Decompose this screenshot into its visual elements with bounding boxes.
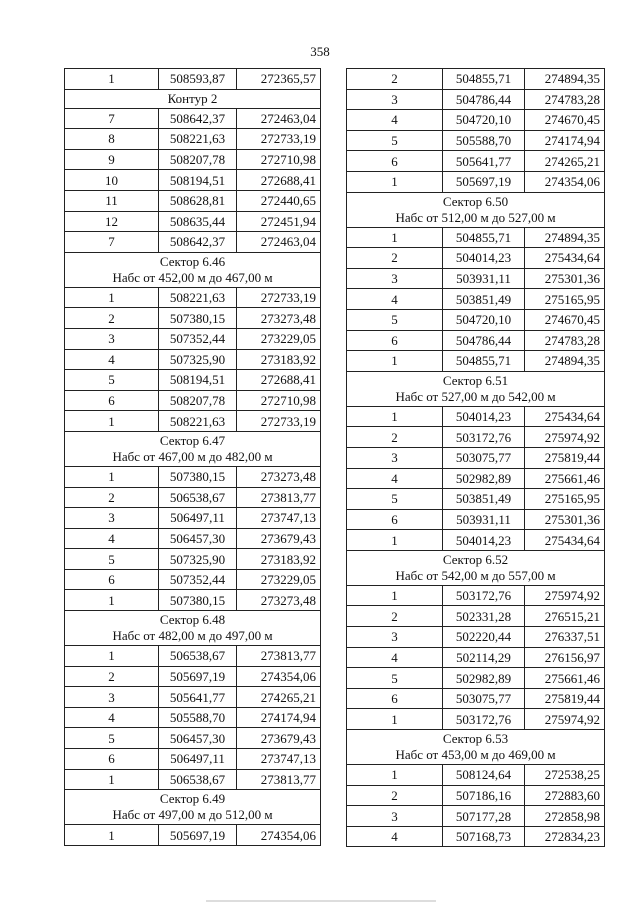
y-coordinate-cell: 273747,13	[237, 508, 321, 529]
y-coordinate-cell: 273813,77	[237, 487, 321, 508]
y-coordinate-cell: 272688,41	[237, 170, 321, 191]
table-row	[65, 528, 321, 549]
point-number-cell: 5	[65, 728, 159, 749]
point-number-cell: 1	[347, 530, 443, 551]
point-number-cell: 4	[347, 110, 443, 131]
table-row	[347, 468, 605, 489]
section-height-range: Набс от 467,00 м до 482,00 м	[112, 448, 273, 464]
x-coordinate-cell: 504014,23	[443, 406, 525, 427]
x-coordinate-cell: 503172,76	[443, 585, 525, 606]
y-coordinate-cell: 272463,04	[237, 232, 321, 253]
y-coordinate-cell: 274894,35	[525, 227, 605, 248]
y-coordinate-cell: 275661,46	[525, 668, 605, 689]
y-coordinate-cell: 273183,92	[237, 349, 321, 370]
y-coordinate-cell: 274354,06	[237, 825, 321, 846]
point-number-cell: 1	[347, 765, 443, 786]
table-row	[347, 289, 605, 310]
point-number-cell: 3	[347, 268, 443, 289]
table-row	[347, 227, 605, 248]
y-coordinate-cell: 274174,94	[525, 130, 605, 151]
point-number-cell: 2	[347, 785, 443, 806]
table-row	[65, 370, 321, 391]
table-row	[65, 569, 321, 590]
section-title: Сектор 6.47	[159, 432, 226, 448]
x-coordinate-cell: 503931,11	[443, 268, 525, 289]
point-number-cell: 4	[65, 707, 159, 728]
section-height-range: Набс от 542,00 м до 557,00 м	[395, 567, 556, 583]
point-number-cell: 5	[347, 489, 443, 510]
section-header-row	[65, 89, 321, 108]
section-title: Контур 2	[167, 90, 218, 106]
y-coordinate-cell: 274354,06	[525, 171, 605, 192]
x-coordinate-cell: 505697,19	[159, 666, 237, 687]
table-row	[347, 69, 605, 90]
x-coordinate-cell: 504786,44	[443, 89, 525, 110]
table-row	[65, 129, 321, 150]
section-header-row	[65, 790, 321, 825]
point-number-cell: 1	[347, 709, 443, 730]
x-coordinate-cell: 504855,71	[443, 227, 525, 248]
point-number-cell: 2	[65, 666, 159, 687]
section-header-row	[65, 252, 321, 287]
y-coordinate-cell: 274354,06	[237, 666, 321, 687]
section-title: Сектор 6.52	[442, 551, 509, 567]
x-coordinate-cell: 504786,44	[443, 330, 525, 351]
y-coordinate-cell: 272365,57	[237, 69, 321, 90]
point-number-cell: 1	[347, 227, 443, 248]
table-row	[347, 585, 605, 606]
section-height-range: Набс от 482,00 м до 497,00 м	[112, 628, 273, 644]
y-coordinate-cell: 275434,64	[525, 248, 605, 269]
x-coordinate-cell: 502114,29	[443, 647, 525, 668]
y-coordinate-cell: 272733,19	[237, 411, 321, 432]
section-header-row	[347, 371, 605, 406]
point-number-cell: 1	[65, 287, 159, 308]
x-coordinate-cell: 506457,30	[159, 528, 237, 549]
x-coordinate-cell: 503931,11	[443, 509, 525, 530]
point-number-cell: 3	[347, 447, 443, 468]
point-number-cell: 6	[65, 569, 159, 590]
point-number-cell: 2	[65, 308, 159, 329]
x-coordinate-cell: 504720,10	[443, 309, 525, 330]
point-number-cell: 5	[347, 668, 443, 689]
y-coordinate-cell: 272451,94	[237, 211, 321, 232]
table-row	[347, 785, 605, 806]
point-number-cell: 5	[65, 370, 159, 391]
point-number-cell: 3	[65, 687, 159, 708]
point-number-cell: 4	[347, 468, 443, 489]
point-number-cell: 4	[65, 528, 159, 549]
coordinates-table-right	[346, 68, 605, 847]
y-coordinate-cell: 272440,65	[237, 190, 321, 211]
table-row	[65, 590, 321, 611]
x-coordinate-cell: 505641,77	[159, 687, 237, 708]
table-row	[347, 509, 605, 530]
table-row	[347, 130, 605, 151]
y-coordinate-cell: 276515,21	[525, 606, 605, 627]
x-coordinate-cell: 503851,49	[443, 489, 525, 510]
point-number-cell: 3	[347, 806, 443, 827]
section-title: Сектор 6.46	[159, 253, 226, 269]
point-number-cell: 3	[65, 328, 159, 349]
y-coordinate-cell: 272733,19	[237, 287, 321, 308]
table-row	[65, 687, 321, 708]
x-coordinate-cell: 508207,78	[159, 149, 237, 170]
x-coordinate-cell: 504720,10	[443, 110, 525, 131]
table-row	[347, 151, 605, 172]
point-number-cell: 1	[65, 825, 159, 846]
x-coordinate-cell: 504014,23	[443, 248, 525, 269]
point-number-cell: 6	[65, 390, 159, 411]
point-number-cell: 6	[347, 330, 443, 351]
y-coordinate-cell: 273813,77	[237, 646, 321, 667]
table-row	[347, 110, 605, 131]
table-row	[347, 806, 605, 827]
x-coordinate-cell: 503075,77	[443, 688, 525, 709]
x-coordinate-cell: 508221,63	[159, 287, 237, 308]
y-coordinate-cell: 274174,94	[237, 707, 321, 728]
x-coordinate-cell: 507380,15	[159, 466, 237, 487]
table-row	[347, 171, 605, 192]
point-number-cell: 3	[347, 89, 443, 110]
table-row	[65, 707, 321, 728]
section-height-range: Набс от 452,00 м до 467,00 м	[112, 269, 273, 285]
y-coordinate-cell: 272710,98	[237, 149, 321, 170]
x-coordinate-cell: 506457,30	[159, 728, 237, 749]
x-coordinate-cell: 508593,87	[159, 69, 237, 90]
table-row	[65, 69, 321, 90]
table-row	[65, 749, 321, 770]
y-coordinate-cell: 275165,95	[525, 489, 605, 510]
point-number-cell: 2	[347, 606, 443, 627]
y-coordinate-cell: 272538,25	[525, 765, 605, 786]
y-coordinate-cell: 274783,28	[525, 89, 605, 110]
point-number-cell: 1	[347, 351, 443, 372]
table-row	[65, 190, 321, 211]
section-title: Сектор 6.48	[159, 612, 226, 628]
y-coordinate-cell: 273273,48	[237, 590, 321, 611]
y-coordinate-cell: 272883,60	[525, 785, 605, 806]
y-coordinate-cell: 275165,95	[525, 289, 605, 310]
table-row	[347, 765, 605, 786]
point-number-cell: 4	[347, 826, 443, 847]
scan-edge	[206, 900, 436, 902]
table-row	[347, 406, 605, 427]
section-title: Сектор 6.53	[442, 731, 509, 747]
x-coordinate-cell: 503075,77	[443, 447, 525, 468]
x-coordinate-cell: 507325,90	[159, 349, 237, 370]
point-number-cell: 6	[347, 688, 443, 709]
table-row	[65, 149, 321, 170]
right-column	[346, 68, 604, 847]
section-height-range: Набс от 512,00 м до 527,00 м	[395, 209, 556, 225]
y-coordinate-cell: 275974,92	[525, 709, 605, 730]
y-coordinate-cell: 273273,48	[237, 308, 321, 329]
table-row	[347, 627, 605, 648]
table-row	[347, 826, 605, 847]
point-number-cell: 6	[347, 151, 443, 172]
point-number-cell: 5	[347, 130, 443, 151]
table-row	[347, 447, 605, 468]
x-coordinate-cell: 505697,19	[159, 825, 237, 846]
table-row	[347, 688, 605, 709]
coordinates-table-left	[64, 68, 321, 846]
x-coordinate-cell: 506538,67	[159, 487, 237, 508]
table-row	[65, 108, 321, 129]
x-coordinate-cell: 508628,81	[159, 190, 237, 211]
table-row	[65, 487, 321, 508]
point-number-cell: 6	[65, 749, 159, 770]
x-coordinate-cell: 503172,76	[443, 709, 525, 730]
table-row	[65, 211, 321, 232]
y-coordinate-cell: 274265,21	[525, 151, 605, 172]
y-coordinate-cell: 273679,43	[237, 528, 321, 549]
x-coordinate-cell: 506497,11	[159, 508, 237, 529]
x-coordinate-cell: 507380,15	[159, 308, 237, 329]
table-row	[65, 508, 321, 529]
point-number-cell: 2	[347, 427, 443, 448]
x-coordinate-cell: 504014,23	[443, 530, 525, 551]
x-coordinate-cell: 508207,78	[159, 390, 237, 411]
y-coordinate-cell: 276156,97	[525, 647, 605, 668]
x-coordinate-cell: 505697,19	[443, 171, 525, 192]
point-number-cell: 2	[65, 487, 159, 508]
x-coordinate-cell: 502982,89	[443, 668, 525, 689]
point-number-cell: 7	[65, 108, 159, 129]
x-coordinate-cell: 506497,11	[159, 749, 237, 770]
x-coordinate-cell: 503851,49	[443, 289, 525, 310]
table-row	[65, 232, 321, 253]
y-coordinate-cell: 275434,64	[525, 530, 605, 551]
y-coordinate-cell: 272463,04	[237, 108, 321, 129]
y-coordinate-cell: 275819,44	[525, 688, 605, 709]
point-number-cell: 5	[65, 549, 159, 570]
x-coordinate-cell: 502220,44	[443, 627, 525, 648]
y-coordinate-cell: 274783,28	[525, 330, 605, 351]
table-row	[347, 668, 605, 689]
section-height-range: Набс от 453,00 м до 469,00 м	[395, 747, 556, 763]
x-coordinate-cell: 507168,73	[443, 826, 525, 847]
x-coordinate-cell: 506538,67	[159, 646, 237, 667]
x-coordinate-cell: 507186,16	[443, 785, 525, 806]
table-row	[65, 170, 321, 191]
table-row	[347, 530, 605, 551]
section-header-row	[347, 550, 605, 585]
x-coordinate-cell: 506538,67	[159, 769, 237, 790]
table-row	[65, 549, 321, 570]
x-coordinate-cell: 508635,44	[159, 211, 237, 232]
x-coordinate-cell: 508221,63	[159, 411, 237, 432]
x-coordinate-cell: 508642,37	[159, 232, 237, 253]
section-title: Сектор 6.51	[442, 372, 509, 388]
x-coordinate-cell: 504855,71	[443, 69, 525, 90]
y-coordinate-cell: 273813,77	[237, 769, 321, 790]
table-row	[347, 89, 605, 110]
y-coordinate-cell: 275434,64	[525, 406, 605, 427]
y-coordinate-cell: 274670,45	[525, 110, 605, 131]
point-number-cell: 10	[65, 170, 159, 191]
x-coordinate-cell: 505588,70	[159, 707, 237, 728]
y-coordinate-cell: 273229,05	[237, 328, 321, 349]
table-row	[65, 769, 321, 790]
table-row	[347, 709, 605, 730]
x-coordinate-cell: 507352,44	[159, 569, 237, 590]
y-coordinate-cell: 272858,98	[525, 806, 605, 827]
point-number-cell: 8	[65, 129, 159, 150]
y-coordinate-cell: 274894,35	[525, 69, 605, 90]
y-coordinate-cell: 272710,98	[237, 390, 321, 411]
y-coordinate-cell: 274894,35	[525, 351, 605, 372]
x-coordinate-cell: 508124,64	[443, 765, 525, 786]
point-number-cell: 6	[347, 509, 443, 530]
left-column	[64, 68, 320, 846]
point-number-cell: 1	[65, 646, 159, 667]
x-coordinate-cell: 508194,51	[159, 370, 237, 391]
table-row	[65, 349, 321, 370]
table-row	[65, 411, 321, 432]
y-coordinate-cell: 273679,43	[237, 728, 321, 749]
point-number-cell: 12	[65, 211, 159, 232]
section-title: Сектор 6.49	[159, 791, 226, 807]
table-row	[347, 351, 605, 372]
point-number-cell: 5	[347, 309, 443, 330]
table-row	[347, 489, 605, 510]
point-number-cell: 1	[347, 171, 443, 192]
point-number-cell: 4	[65, 349, 159, 370]
x-coordinate-cell: 507177,28	[443, 806, 525, 827]
table-row	[65, 728, 321, 749]
table-row	[65, 666, 321, 687]
x-coordinate-cell: 505588,70	[443, 130, 525, 151]
y-coordinate-cell: 273229,05	[237, 569, 321, 590]
x-coordinate-cell: 503172,76	[443, 427, 525, 448]
x-coordinate-cell: 508194,51	[159, 170, 237, 191]
table-row	[65, 287, 321, 308]
table-row	[347, 268, 605, 289]
point-number-cell: 2	[347, 248, 443, 269]
point-number-cell: 1	[347, 585, 443, 606]
table-row	[347, 309, 605, 330]
point-number-cell: 1	[65, 411, 159, 432]
table-row	[347, 427, 605, 448]
x-coordinate-cell: 507380,15	[159, 590, 237, 611]
point-number-cell: 3	[347, 627, 443, 648]
point-number-cell: 1	[65, 466, 159, 487]
y-coordinate-cell: 275974,92	[525, 427, 605, 448]
x-coordinate-cell: 502982,89	[443, 468, 525, 489]
section-header-row	[65, 611, 321, 646]
table-row	[347, 647, 605, 668]
point-number-cell: 7	[65, 232, 159, 253]
y-coordinate-cell: 273273,48	[237, 466, 321, 487]
point-number-cell: 9	[65, 149, 159, 170]
table-row	[65, 308, 321, 329]
point-number-cell: 11	[65, 190, 159, 211]
y-coordinate-cell: 275301,36	[525, 268, 605, 289]
table-row	[65, 390, 321, 411]
y-coordinate-cell: 274265,21	[237, 687, 321, 708]
point-number-cell: 2	[347, 69, 443, 90]
section-header-row	[65, 431, 321, 466]
page-number: 358	[310, 44, 330, 59]
section-height-range: Набс от 527,00 м до 542,00 м	[395, 388, 556, 404]
y-coordinate-cell: 272733,19	[237, 129, 321, 150]
y-coordinate-cell: 275661,46	[525, 468, 605, 489]
x-coordinate-cell: 507352,44	[159, 328, 237, 349]
table-row	[65, 328, 321, 349]
y-coordinate-cell: 275819,44	[525, 447, 605, 468]
x-coordinate-cell: 504855,71	[443, 351, 525, 372]
table-row	[65, 825, 321, 846]
y-coordinate-cell: 273747,13	[237, 749, 321, 770]
y-coordinate-cell: 274670,45	[525, 309, 605, 330]
y-coordinate-cell: 276337,51	[525, 627, 605, 648]
table-row	[65, 466, 321, 487]
x-coordinate-cell: 508642,37	[159, 108, 237, 129]
table-row	[65, 646, 321, 667]
section-title: Сектор 6.50	[442, 193, 509, 209]
point-number-cell: 4	[347, 289, 443, 310]
x-coordinate-cell: 507325,90	[159, 549, 237, 570]
section-header-row	[347, 730, 605, 765]
section-height-range: Набс от 497,00 м до 512,00 м	[112, 807, 273, 823]
section-header-row	[347, 192, 605, 227]
y-coordinate-cell: 273183,92	[237, 549, 321, 570]
x-coordinate-cell: 508221,63	[159, 129, 237, 150]
x-coordinate-cell: 502331,28	[443, 606, 525, 627]
table-row	[347, 248, 605, 269]
y-coordinate-cell: 275974,92	[525, 585, 605, 606]
table-row	[347, 330, 605, 351]
point-number-cell: 1	[65, 590, 159, 611]
table-row	[347, 606, 605, 627]
point-number-cell: 1	[65, 769, 159, 790]
y-coordinate-cell: 272688,41	[237, 370, 321, 391]
point-number-cell: 4	[347, 647, 443, 668]
y-coordinate-cell: 272834,23	[525, 826, 605, 847]
point-number-cell: 1	[65, 69, 159, 90]
x-coordinate-cell: 505641,77	[443, 151, 525, 172]
point-number-cell: 1	[347, 406, 443, 427]
point-number-cell: 3	[65, 508, 159, 529]
y-coordinate-cell: 275301,36	[525, 509, 605, 530]
